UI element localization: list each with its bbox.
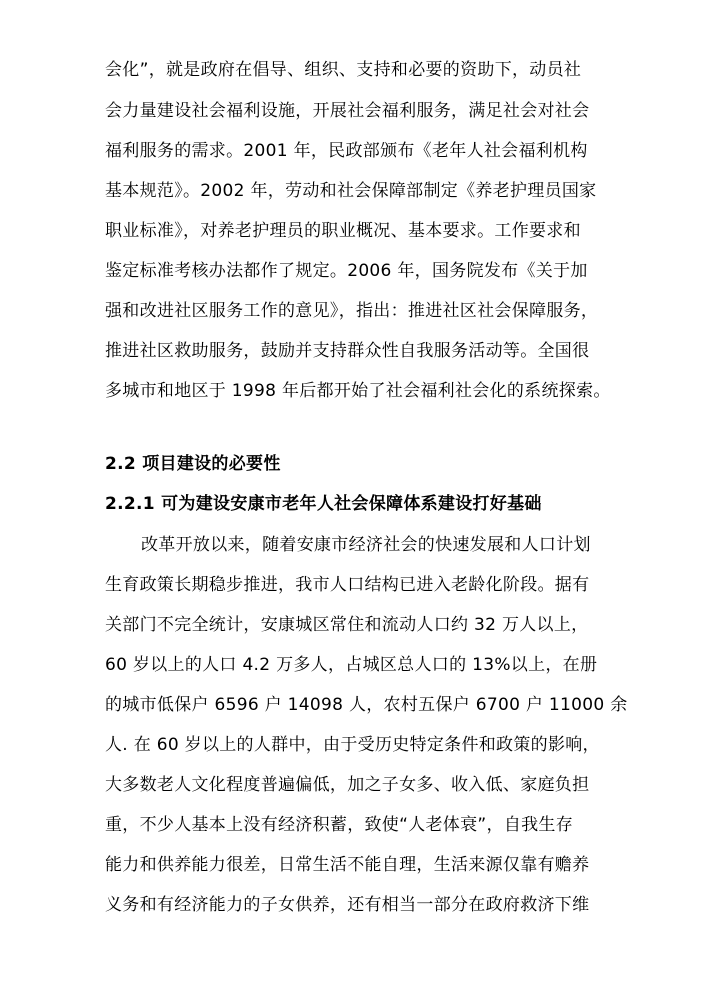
body-text-line: 会化”，就是政府在倡导、组织、支持和必要的资助下，动员社 — [105, 60, 582, 80]
body-text-line: 会力量建设社会福利设施，开展社会福利服务，满足社会对社会 — [105, 101, 590, 121]
body-text-line: 能力和供养能力很差，日常生活不能自理，生活来源仅靠有赡养 — [105, 855, 590, 875]
body-text-line: 强和改进社区服务工作的意见》，指出：推进社区社会保障服务， — [105, 301, 599, 321]
body-text-line: 的城市低保户 6596 户 14098 人，农村五保户 6700 户 11000 余 — [105, 695, 628, 715]
body-text-line: 福利服务的需求。2001 年，民政部颁布《老年人社会福利机构 — [105, 141, 588, 161]
body-text-line: 人. 在 60 岁以上的人群中，由于受历史特定条件和政策的影响， — [105, 735, 600, 755]
body-text-line: 改革开放以来，随着安康市经济社会的快速发展和人口计划 — [141, 535, 591, 555]
body-text-line: 推进社区救助服务，鼓励并支持群众性自我服务活动等。全国很 — [105, 341, 590, 361]
body-text-line: 大多数老人文化程度普遍偏低，加之子女多、收入低、家庭负担 — [105, 775, 590, 795]
section-heading-2-2: 2.2 项目建设的必要性 — [105, 454, 281, 474]
body-text-line: 义务和有经济能力的子女供养，还有相当一部分在政府救济下维 — [105, 895, 590, 915]
body-text-line: 多城市和地区于 1998 年后都开始了社会福利社会化的系统探索。 — [105, 381, 611, 401]
subsection-heading-2-2-1: 2.2.1 可为建设安康市老年人社会保障体系建设打好基础 — [105, 494, 542, 514]
body-text-line: 生育政策长期稳步推进，我市人口结构已进入老龄化阶段。据有 — [105, 575, 590, 595]
body-text-line: 基本规范》。2002 年，劳动和社会保障部制定《养老护理员国家 — [105, 181, 597, 201]
body-text-line: 关部门不完全统计，安康城区常住和流动人口约 32 万人以上， — [105, 615, 589, 635]
body-text-line: 重，不少人基本上没有经济积蓄，致使“人老体衰”，自我生存 — [105, 815, 574, 835]
body-text-line: 鉴定标准考核办法都作了规定。2006 年，国务院发布《关于加 — [105, 261, 588, 281]
body-text-line: 60 岁以上的人口 4.2 万多人，占城区总人口的 13%以上，在册 — [105, 655, 598, 675]
body-text-line: 职业标准》，对养老护理员的职业概况、基本要求。工作要求和 — [105, 221, 581, 241]
